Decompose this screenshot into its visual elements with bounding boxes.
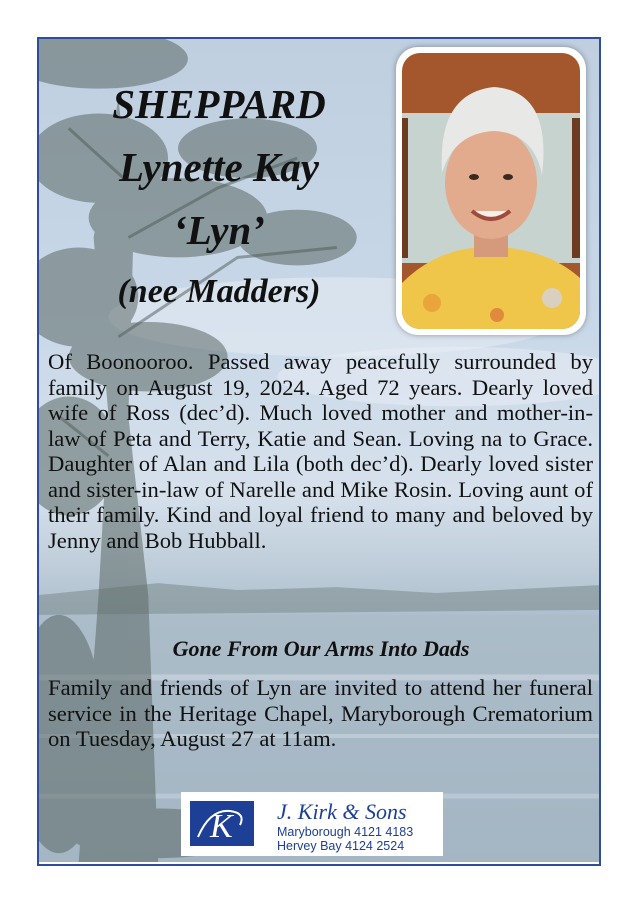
given-names: Lynette Kay (119, 144, 319, 190)
deceased-name-block (39, 73, 399, 322)
kirk-monogram-icon (190, 801, 254, 846)
obituary-notice (37, 37, 601, 866)
portrait-frame (396, 47, 586, 335)
nickname: ‘Lyn’ (173, 207, 265, 253)
logo-letter: K (210, 808, 233, 845)
funeral-director-name: J. Kirk & Sons (277, 799, 407, 824)
obituary-text: Of Boonooroo. Passed away peacefully surrounded by family on August 19, 2024. Aged 72 years. Dearly loved wife of Ross (dec’d). Much loved mother and mother-in-law of Peta and Terry, Katie and Sean. Loving na to Grace. Daughter of Alan and Lila (both dec’d). Dearly loved sister and sister-in-law of Narelle and Mike Rosin. Loving aunt of their family. Kind and loyal friend to many and beloved by Jenny and Bob Hubball. (48, 349, 593, 553)
funeral-director-logo (181, 792, 443, 856)
surname: SHEPPARD (112, 81, 326, 127)
funeral-invitation: Family and friends of Lyn are invited to attend her funeral service in the Heritage Chapel, Maryborough Crematorium on Tuesday, August 27 at 11am. (48, 675, 593, 751)
maiden-name: (nee Madders) (117, 273, 321, 310)
phone-hervey-bay: Hervey Bay 4124 2524 (277, 839, 405, 853)
memorial-saying: Gone From Our Arms Into Dads (172, 636, 470, 661)
phone-maryborough: Maryborough 4121 4183 (277, 825, 414, 839)
portrait-photo (402, 53, 580, 329)
